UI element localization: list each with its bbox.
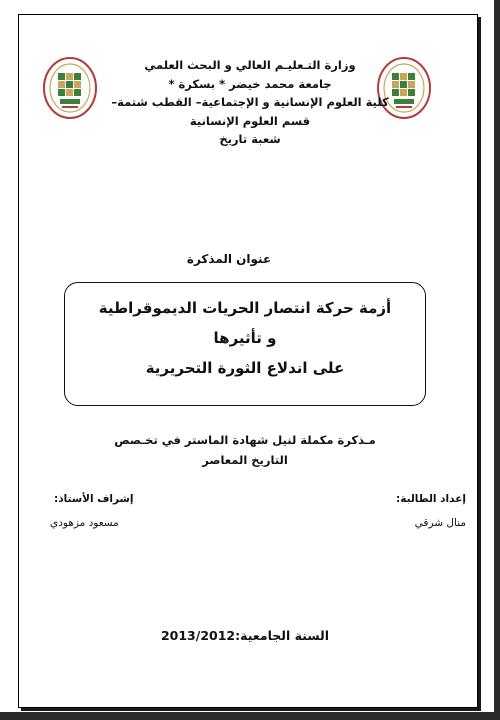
thesis-title-box	[64, 282, 426, 406]
thesis-title-line-2: و تأثيرها	[213, 329, 277, 347]
degree-line-1: مـذكرة مكملة لنيل شهادة الماستر في تخـصص	[114, 433, 376, 447]
thesis-title-label: عنوان المذكرة	[186, 252, 272, 266]
department-name: قسم العلوم الإنسانية	[189, 113, 311, 128]
faculty-name: كلية العلوم الإنسانية و الإجتماعية– القطب شتمة–	[111, 95, 389, 109]
thesis-title-line-3: على اندلاع الثورة التحريرية	[145, 359, 345, 377]
thesis-title-line-1: أزمة حركة انتصار الحريات الديموقراطية	[98, 299, 392, 317]
ministry-name: وزارة التـعليـم العالي و البحث العلمي	[144, 58, 356, 72]
supervisor-label: إشراف الأستاذ:	[54, 493, 134, 505]
institution-header	[100, 56, 400, 149]
academic-year: السنة الجامعية:2013/2012	[160, 628, 330, 643]
page-edge-right	[494, 0, 500, 720]
degree-line-2: التاريخ المعاصر	[202, 453, 288, 467]
student-label: إعداد الطالبة:	[396, 493, 466, 505]
university-name: جامعة محمد خيضر * بسكرة *	[168, 76, 332, 91]
branch-name: شعبة تاريخ	[219, 132, 281, 146]
degree-statement	[50, 430, 440, 470]
university-emblem-icon	[42, 56, 98, 120]
student-name: منال شرقي	[414, 517, 466, 529]
supervisor-name: مسعود مزهودي	[50, 517, 119, 529]
page-edge-bottom	[0, 712, 500, 720]
